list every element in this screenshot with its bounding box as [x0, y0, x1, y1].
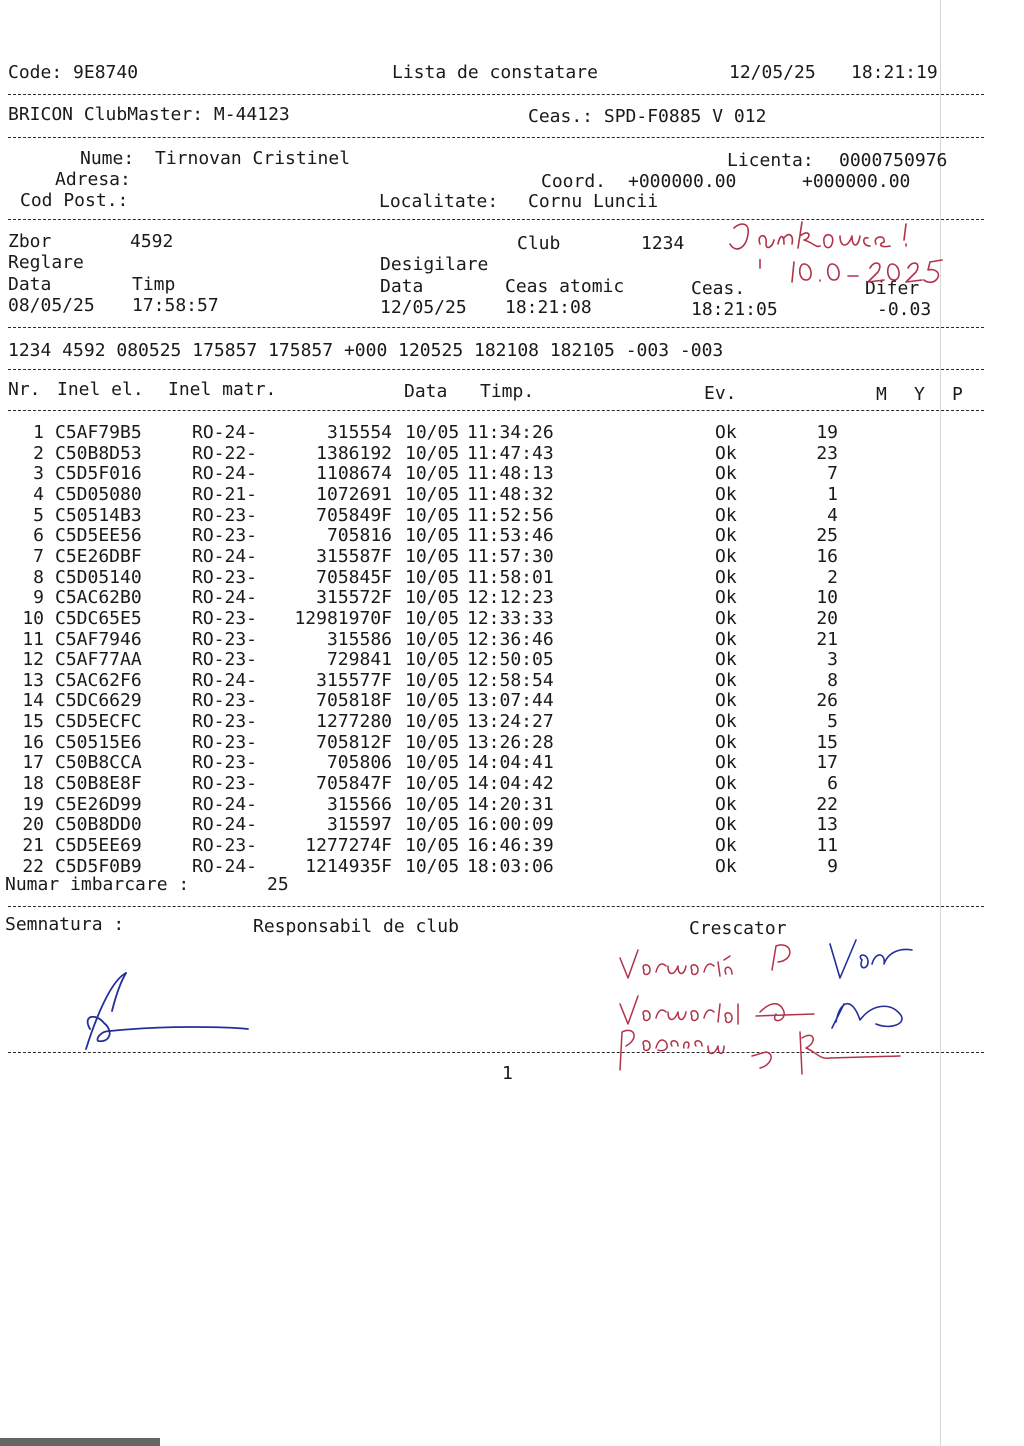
row-timp: 11:34:26: [467, 422, 554, 443]
coord-label: Coord.: [541, 171, 607, 192]
row-ev: Ok: [715, 629, 737, 650]
row-series: RO-23-: [192, 567, 258, 588]
row-ring-number: 705847F: [316, 773, 392, 794]
row-ev: Ok: [715, 608, 737, 629]
responsabil-signature-ink: [86, 973, 248, 1049]
row-timp: 11:52:56: [467, 505, 554, 526]
row-ev: Ok: [715, 484, 737, 505]
divider: [8, 410, 984, 411]
row-inel-el: C5E26DBF: [55, 546, 142, 567]
col-nr: Nr.: [8, 379, 41, 400]
row-timp: 12:36:46: [467, 629, 554, 650]
desigilare-label: Desigilare: [380, 254, 489, 275]
row-ring-number: 1108674: [316, 463, 392, 484]
row-timp: 13:24:27: [467, 711, 554, 732]
row-series: RO-23-: [192, 629, 258, 650]
owner-name: Tirnovan Cristinel: [155, 148, 351, 169]
responsabil-label: Responsabil de club: [253, 916, 459, 937]
row-position: 22: [816, 794, 838, 815]
row-data: 10/05: [405, 752, 460, 773]
row-position: 15: [816, 732, 838, 753]
row-position: 8: [827, 670, 838, 691]
reglare-data: 08/05/25: [8, 295, 95, 316]
row-ring-number: 705806: [326, 752, 392, 773]
row-series: RO-23-: [192, 649, 258, 670]
row-nr: 12: [22, 649, 44, 670]
adresa-label: Adresa:: [55, 169, 131, 190]
clock-id: Ceas.: SPD-F0885 V 012: [528, 106, 767, 127]
ceas-atomic-value: 18:21:08: [505, 297, 592, 318]
row-position: 23: [816, 443, 838, 464]
row-timp: 11:53:46: [467, 525, 554, 546]
row-series: RO-24-: [192, 422, 258, 443]
row-data: 10/05: [405, 505, 460, 526]
reglare-label: Reglare: [8, 252, 84, 273]
row-ring-number: 1072691: [316, 484, 392, 505]
breeder-signature-blue-ink: [830, 940, 912, 1028]
row-inel-el: C5AF7946: [55, 629, 142, 650]
row-ring-number: 705849F: [316, 505, 392, 526]
row-timp: 11:47:43: [467, 443, 554, 464]
row-ev: Ok: [715, 587, 737, 608]
row-series: RO-24-: [192, 587, 258, 608]
row-ring-number: 315577F: [316, 670, 392, 691]
numar-imbarcare-value: 25: [267, 874, 289, 895]
row-data: 10/05: [405, 608, 460, 629]
row-position: 4: [827, 505, 838, 526]
row-timp: 14:04:41: [467, 752, 554, 773]
row-inel-el: C5AF79B5: [55, 422, 142, 443]
row-nr: 2: [33, 443, 44, 464]
row-data: 10/05: [405, 463, 460, 484]
row-inel-el: C5AF77AA: [55, 649, 142, 670]
row-position: 19: [816, 422, 838, 443]
col-ev: Ev.: [704, 383, 737, 404]
row-series: RO-24-: [192, 463, 258, 484]
licenta-value: 0000750976: [839, 150, 948, 171]
row-position: 1: [827, 484, 838, 505]
row-position: 21: [816, 629, 838, 650]
row-ev: Ok: [715, 856, 737, 877]
row-inel-el: C50B8D53: [55, 443, 142, 464]
row-ring-number: 12981970F: [294, 608, 392, 629]
row-nr: 16: [22, 732, 44, 753]
col-inel-el: Inel el.: [57, 379, 144, 400]
divider: [8, 137, 984, 138]
row-data: 10/05: [405, 567, 460, 588]
difer-label: Difer: [865, 278, 920, 299]
header-date: 12/05/25: [729, 62, 816, 83]
row-data: 10/05: [405, 546, 460, 567]
row-series: RO-22-: [192, 443, 258, 464]
row-inel-el: C5D05080: [55, 484, 142, 505]
data-label: Data: [8, 274, 52, 295]
row-ev: Ok: [715, 752, 737, 773]
row-position: 25: [816, 525, 838, 546]
row-ring-number: 315597: [326, 814, 392, 835]
row-inel-el: C50514B3: [55, 505, 142, 526]
row-series: RO-23-: [192, 690, 258, 711]
row-position: 9: [827, 856, 838, 877]
row-nr: 6: [33, 525, 44, 546]
row-ev: Ok: [715, 525, 737, 546]
row-series: RO-23-: [192, 835, 258, 856]
row-data: 10/05: [405, 484, 460, 505]
numar-imbarcare-label: Numar imbarcare :: [5, 874, 190, 895]
semnatura-label: Semnatura :: [5, 914, 125, 935]
row-nr: 22: [22, 856, 44, 877]
handwritten-note: [720, 214, 960, 296]
row-position: 2: [827, 567, 838, 588]
row-position: 16: [816, 546, 838, 567]
row-series: RO-23-: [192, 752, 258, 773]
row-timp: 11:48:32: [467, 484, 554, 505]
handwritten-note-ink: [730, 222, 942, 282]
row-timp: 12:12:23: [467, 587, 554, 608]
row-data: 10/05: [405, 690, 460, 711]
row-data: 10/05: [405, 835, 460, 856]
row-ring-number: 1214935F: [305, 856, 392, 877]
row-timp: 12:58:54: [467, 670, 554, 691]
row-series: RO-24-: [192, 794, 258, 815]
crescator-label: Crescator: [689, 918, 787, 939]
row-ring-number: 315554: [326, 422, 392, 443]
row-inel-el: C5E26D99: [55, 794, 142, 815]
row-ring-number: 705845F: [316, 567, 392, 588]
row-timp: 13:26:28: [467, 732, 554, 753]
row-timp: 18:03:06: [467, 856, 554, 877]
row-inel-el: C50515E6: [55, 732, 142, 753]
row-timp: 11:48:13: [467, 463, 554, 484]
row-nr: 4: [33, 484, 44, 505]
row-inel-el: C5D5F016: [55, 463, 142, 484]
row-nr: 7: [33, 546, 44, 567]
row-timp: 16:46:39: [467, 835, 554, 856]
row-data: 10/05: [405, 670, 460, 691]
row-nr: 19: [22, 794, 44, 815]
ceas-label: Ceas.: [691, 278, 746, 299]
row-ev: Ok: [715, 567, 737, 588]
document-title: Lista de constatare: [392, 62, 598, 83]
row-series: RO-21-: [192, 484, 258, 505]
scan-edge-shadow: [0, 1438, 160, 1446]
row-ring-number: 1277280: [316, 711, 392, 732]
row-data: 10/05: [405, 629, 460, 650]
ceas-value: 18:21:05: [691, 299, 778, 320]
row-ev: Ok: [715, 463, 737, 484]
row-series: RO-23-: [192, 711, 258, 732]
row-ev: Ok: [715, 835, 737, 856]
zbor-value: 4592: [130, 231, 174, 252]
row-series: RO-23-: [192, 732, 258, 753]
row-inel-el: C5AC62B0: [55, 587, 142, 608]
row-nr: 9: [33, 587, 44, 608]
ceas-atomic-label: Ceas atomic: [505, 276, 625, 297]
localitate-label: Localitate:: [379, 191, 499, 212]
row-nr: 21: [22, 835, 44, 856]
row-ring-number: 315572F: [316, 587, 392, 608]
coord-2: +000000.00: [802, 171, 911, 192]
row-inel-el: C50B8CCA: [55, 752, 142, 773]
row-inel-el: C5D5ECFC: [55, 711, 142, 732]
row-data: 10/05: [405, 814, 460, 835]
nume-label: Nume:: [80, 148, 135, 169]
row-ring-number: 315566: [326, 794, 392, 815]
row-ring-number: 1386192: [316, 443, 392, 464]
coord-1: +000000.00: [628, 171, 737, 192]
timp-label: Timp: [132, 274, 176, 295]
localitate-value: Cornu Luncii: [528, 191, 659, 212]
row-position: 17: [816, 752, 838, 773]
row-ev: Ok: [715, 505, 737, 526]
row-position: 26: [816, 690, 838, 711]
row-inel-el: C5D5F0B9: [55, 856, 142, 877]
col-timp: Timp.: [480, 381, 535, 402]
row-data: 10/05: [405, 525, 460, 546]
row-inel-el: C5AC62F6: [55, 670, 142, 691]
row-series: RO-24-: [192, 670, 258, 691]
divider: [8, 906, 984, 907]
row-series: RO-24-: [192, 814, 258, 835]
responsabil-signature: [70, 965, 260, 1055]
data-label-2: Data: [380, 276, 424, 297]
row-timp: 11:58:01: [467, 567, 554, 588]
row-inel-el: C5D5EE69: [55, 835, 142, 856]
col-data: Data: [404, 381, 448, 402]
cod-post-label: Cod Post.:: [20, 190, 129, 211]
zbor-label: Zbor: [8, 231, 52, 252]
row-position: 3: [827, 649, 838, 670]
row-series: RO-23-: [192, 773, 258, 794]
row-position: 20: [816, 608, 838, 629]
code-line: 1234 4592 080525 175857 175857 +000 120525 182108 182105 -003 -003: [8, 340, 724, 361]
row-position: 7: [827, 463, 838, 484]
row-timp: 16:00:09: [467, 814, 554, 835]
row-timp: 14:20:31: [467, 794, 554, 815]
row-inel-el: C50B8DD0: [55, 814, 142, 835]
row-ring-number: 705816: [326, 525, 392, 546]
row-ev: Ok: [715, 814, 737, 835]
licenta-label: Licenta:: [727, 150, 814, 171]
row-position: 13: [816, 814, 838, 835]
row-timp: 13:07:44: [467, 690, 554, 711]
row-data: 10/05: [405, 773, 460, 794]
row-series: RO-24-: [192, 856, 258, 877]
row-data: 10/05: [405, 422, 460, 443]
col-m: M: [876, 384, 887, 405]
row-inel-el: C5DC65E5: [55, 608, 142, 629]
row-position: 6: [827, 773, 838, 794]
row-inel-el: C5DC6629: [55, 690, 142, 711]
row-ring-number: 315587F: [316, 546, 392, 567]
row-ev: Ok: [715, 670, 737, 691]
row-nr: 20: [22, 814, 44, 835]
code-label: Code: 9E8740: [8, 62, 139, 83]
row-nr: 8: [33, 567, 44, 588]
row-ring-number: 1277274F: [305, 835, 392, 856]
row-data: 10/05: [405, 443, 460, 464]
page-number: 1: [502, 1063, 513, 1084]
row-series: RO-23-: [192, 505, 258, 526]
row-ev: Ok: [715, 690, 737, 711]
club-label: Club: [517, 233, 561, 254]
row-data: 10/05: [405, 856, 460, 877]
row-series: RO-23-: [192, 608, 258, 629]
row-inel-el: C5D05140: [55, 567, 142, 588]
col-p: P: [952, 384, 963, 405]
row-inel-el: C50B8E8F: [55, 773, 142, 794]
row-nr: 15: [22, 711, 44, 732]
row-nr: 1: [33, 422, 44, 443]
row-data: 10/05: [405, 587, 460, 608]
row-nr: 13: [22, 670, 44, 691]
row-ev: Ok: [715, 794, 737, 815]
col-inel-matr: Inel matr.: [168, 379, 277, 400]
row-ev: Ok: [715, 443, 737, 464]
row-nr: 18: [22, 773, 44, 794]
row-ring-number: 729841: [326, 649, 392, 670]
divider: [8, 369, 984, 370]
reglare-timp: 17:58:57: [132, 295, 219, 316]
breeder-signatures: [600, 920, 920, 1080]
row-ev: Ok: [715, 711, 737, 732]
row-ring-number: 705812F: [316, 732, 392, 753]
col-y: Y: [914, 384, 925, 405]
header-time: 18:21:19: [851, 62, 938, 83]
row-data: 10/05: [405, 649, 460, 670]
row-ring-number: 705818F: [316, 690, 392, 711]
row-position: 11: [816, 835, 838, 856]
row-ring-number: 315586: [326, 629, 392, 650]
row-series: RO-23-: [192, 525, 258, 546]
divider: [8, 327, 984, 328]
row-ev: Ok: [715, 546, 737, 567]
row-nr: 3: [33, 463, 44, 484]
row-inel-el: C5D5EE56: [55, 525, 142, 546]
row-data: 10/05: [405, 711, 460, 732]
club-value: 1234: [641, 233, 685, 254]
row-ev: Ok: [715, 732, 737, 753]
row-position: 5: [827, 711, 838, 732]
row-nr: 14: [22, 690, 44, 711]
row-ev: Ok: [715, 773, 737, 794]
row-nr: 17: [22, 752, 44, 773]
row-timp: 12:50:05: [467, 649, 554, 670]
difer-value: -0.03: [877, 299, 932, 320]
row-nr: 11: [22, 629, 44, 650]
desigilare-data: 12/05/25: [380, 297, 467, 318]
row-series: RO-24-: [192, 546, 258, 567]
row-ev: Ok: [715, 422, 737, 443]
row-timp: 14:04:42: [467, 773, 554, 794]
row-nr: 5: [33, 505, 44, 526]
divider: [8, 94, 984, 95]
club-master: BRICON ClubMaster: M-44123: [8, 104, 290, 125]
row-timp: 11:57:30: [467, 546, 554, 567]
row-data: 10/05: [405, 794, 460, 815]
row-timp: 12:33:33: [467, 608, 554, 629]
row-ev: Ok: [715, 649, 737, 670]
row-position: 10: [816, 587, 838, 608]
breeder-names-ink: [620, 945, 900, 1074]
row-data: 10/05: [405, 732, 460, 753]
row-nr: 10: [22, 608, 44, 629]
